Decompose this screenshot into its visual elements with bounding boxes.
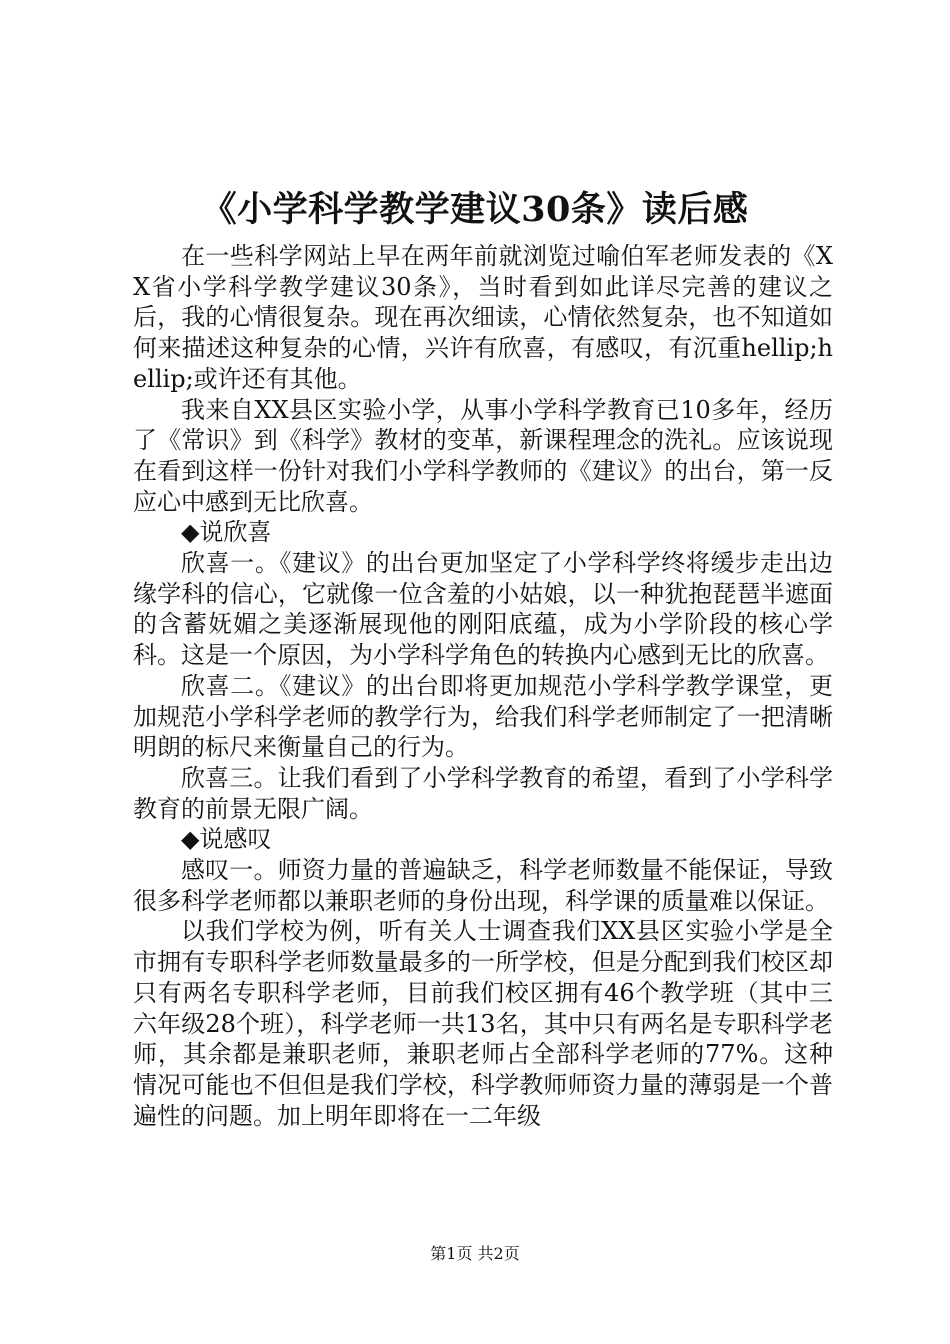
paragraph-joy-1: 欣喜一。《建议》的出台更加坚定了小学科学终将缓步走出边缘学科的信心，它就像一位含羞的小姑娘，以一种犹抱琵琶半遮面的含蓄妩媚之美逐渐展现他的刚阳底蕴，成为小学阶段的核心学科。这是一个原因，为小学科学角色的转换内心感到无比的欣喜。 bbox=[133, 549, 833, 670]
document-title: 《小学科学教学建议30条》读后感 bbox=[201, 189, 749, 230]
paragraph-joy-2: 欣喜二。《建议》的出台即将更加规范小学科学教学课堂，更加规范小学科学老师的教学行为，给我们科学老师制定了一把清晰明朗的标尺来衡量自己的行为。 bbox=[133, 671, 833, 762]
page-number-footer: 第1页 共2页 bbox=[430, 1244, 520, 1263]
paragraph-background: 我来自XX县区实验小学，从事小学科学教育已10多年，经历了《常识》到《科学》教材的变革，新课程理念的洗礼。应该说现在看到这样一份针对我们小学科学教师的《建议》的出台，第一反应心中感到无比欣喜。 bbox=[133, 395, 833, 516]
paragraph-school-example: 以我们学校为例，听有关人士调查我们XX县区实验小学是全市拥有专职科学老师数量最多的一所学校，但是分配到我们校区却只有两名专职科学老师，目前我们校区拥有46个教学班（其中三六年级28个班），科学老师一共13名，其中只有两名是专职科学老师，其余都是兼职老师，兼职老师占全部科学老师的77%。这种情况可能也不但但是我们学校，科学教师师资力量的薄弱是一个普遍性的问题。加上明年即将在一二年级 bbox=[133, 917, 833, 1130]
paragraph-intro: 在一些科学网站上早在两年前就浏览过喻伯军老师发表的《XX省小学科学教学建议30条》，当时看到如此详尽完善的建议之后，我的心情很复杂。现在再次细读，心情依然复杂，也不知道如何来描述这种复杂的心情，兴许有欣喜，有感叹，有沉重hellip;hellip;或许还有其他。 bbox=[133, 242, 833, 393]
paragraph-sigh-1: 感叹一。师资力量的普遍缺乏，科学老师数量不能保证，导致很多科学老师都以兼职老师的身份出现，科学课的质量难以保证。 bbox=[133, 856, 833, 915]
paragraph-joy-3: 欣喜三。让我们看到了小学科学教育的希望，看到了小学科学教育的前景无限广阔。 bbox=[133, 763, 833, 823]
section-heading-sigh: ◆说感叹 bbox=[181, 825, 272, 854]
document-body bbox=[133, 241, 833, 1131]
section-heading-joy: ◆说欣喜 bbox=[181, 518, 272, 547]
